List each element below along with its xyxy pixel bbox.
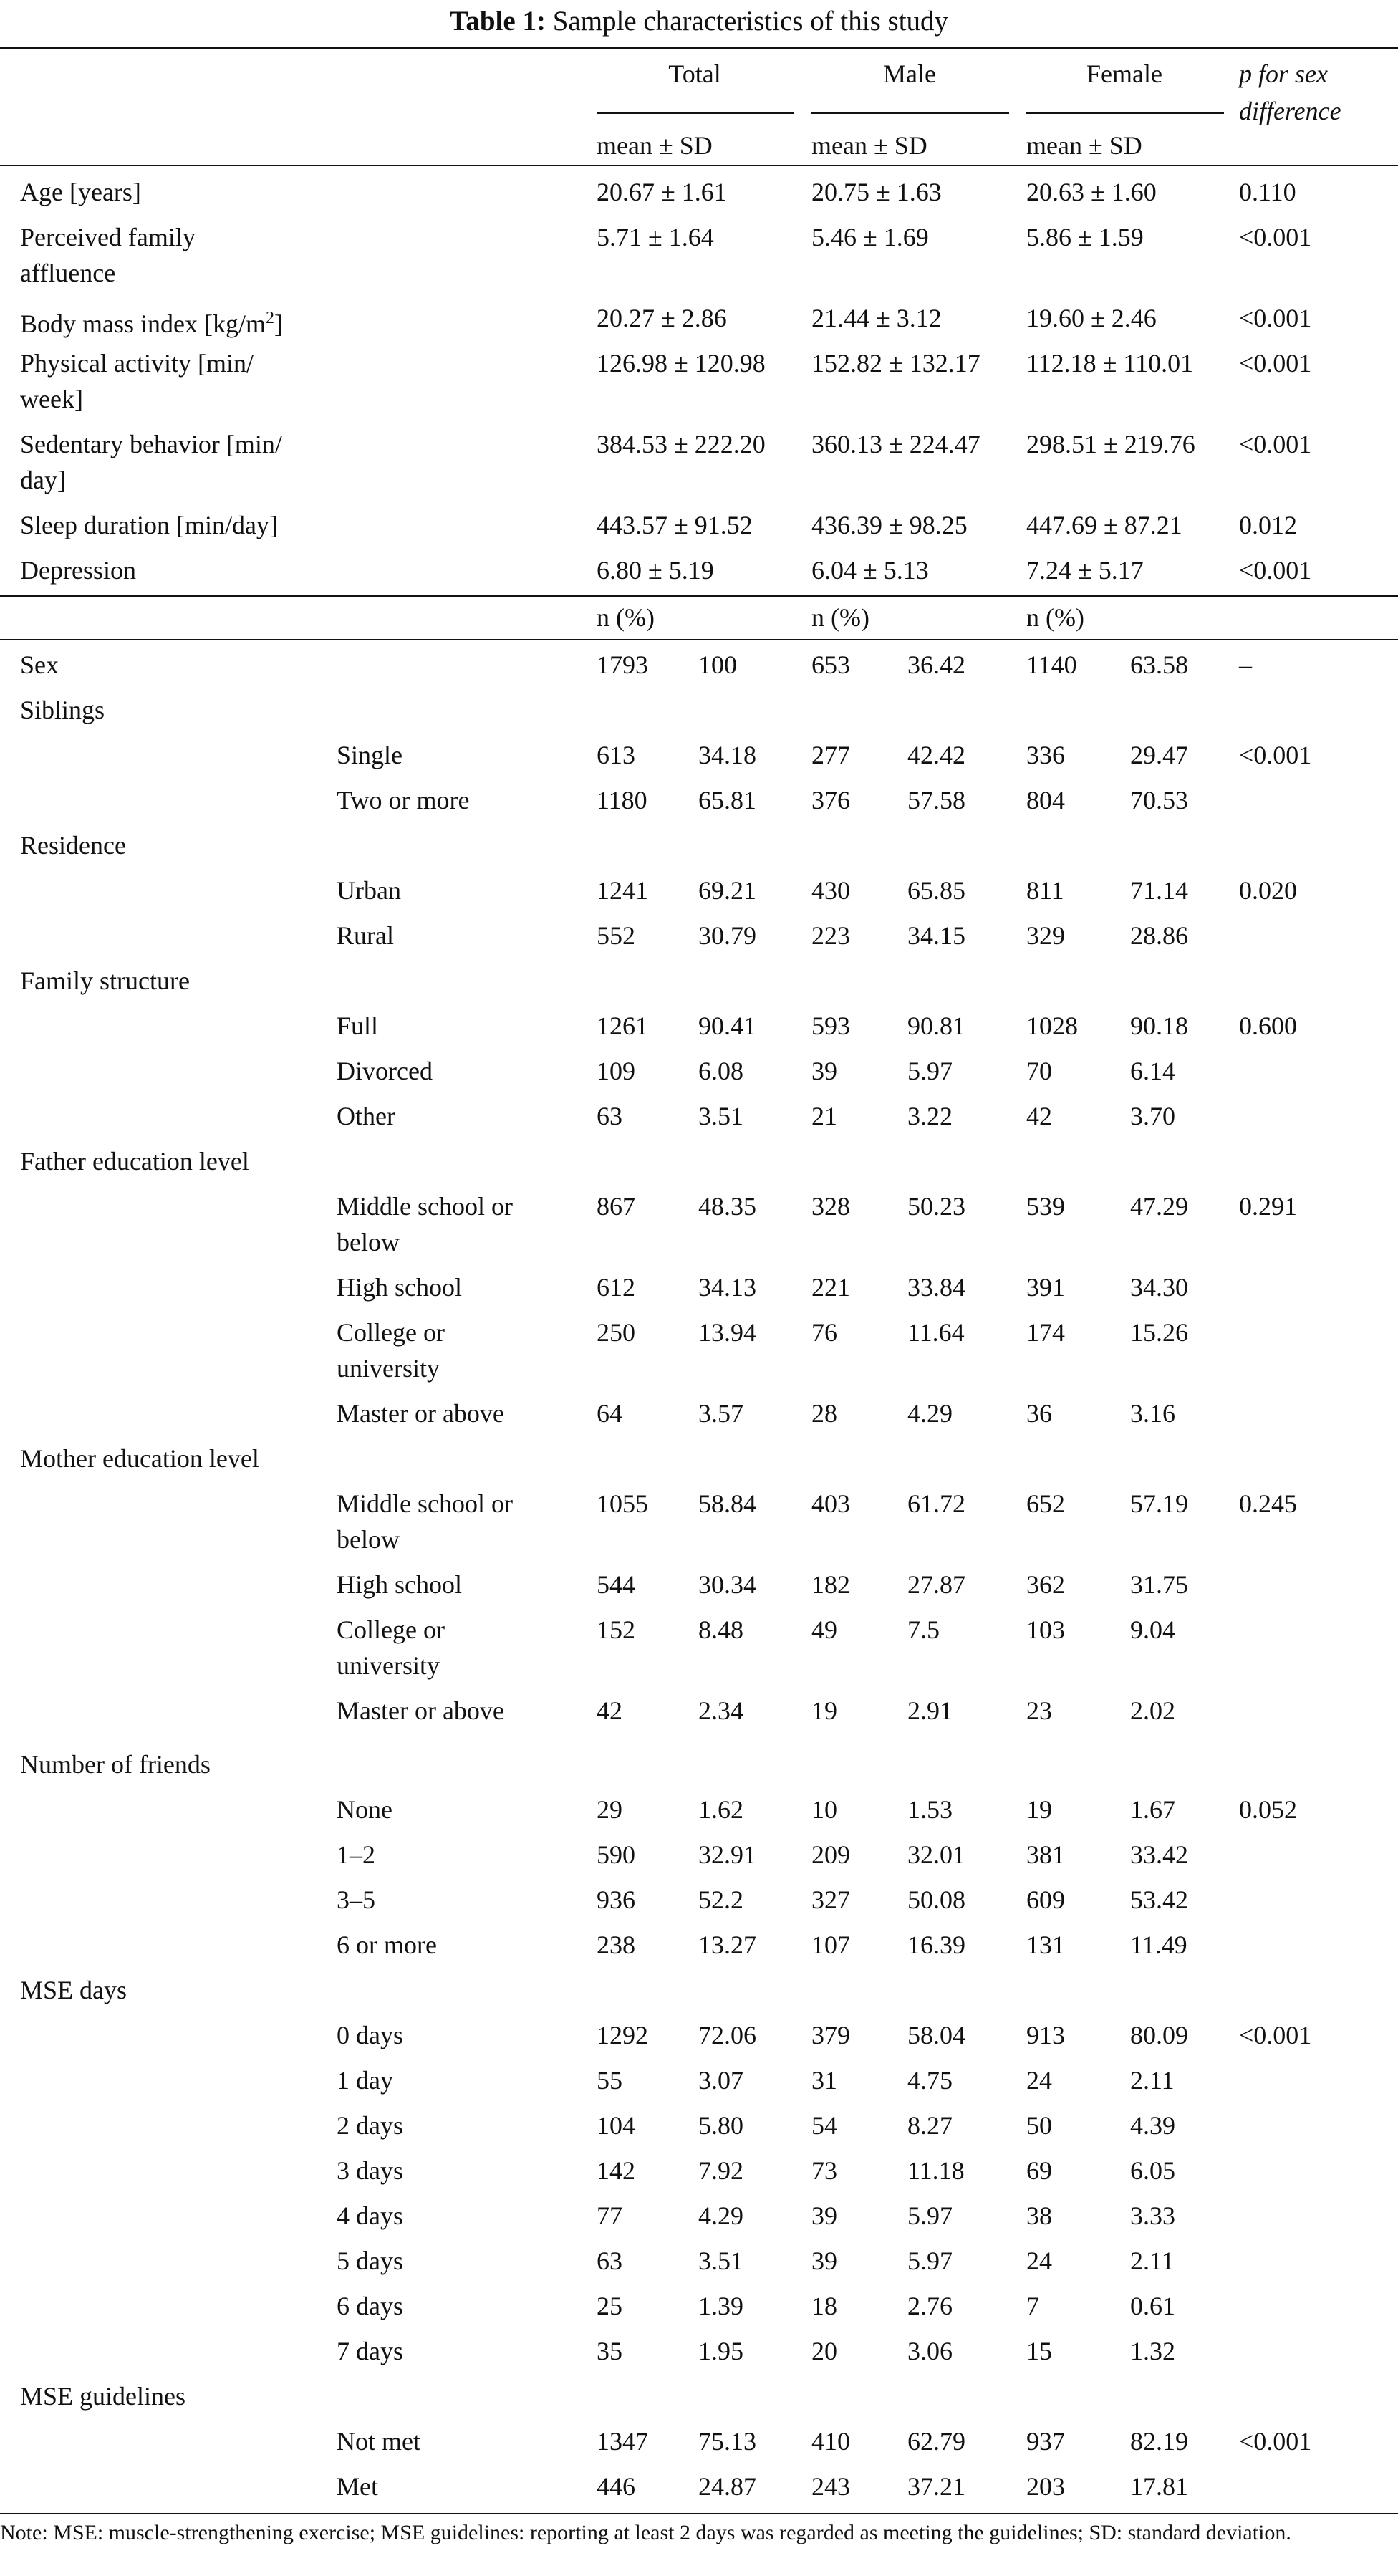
female-pct: 6.05 [1130, 2156, 1175, 2185]
male-pct: 37.21 [907, 2472, 965, 2501]
female-pct: 3.33 [1130, 2201, 1175, 2230]
top-rule [0, 47, 1398, 49]
total-pct: 48.35 [698, 1192, 756, 1221]
category-label: Rural [337, 921, 394, 950]
female-pct: 4.39 [1130, 2111, 1175, 2140]
male-value: 436.39 ± 98.25 [811, 511, 968, 539]
total-pct: 3.07 [698, 2066, 743, 2095]
female-pct: 53.42 [1130, 1885, 1188, 1914]
male-pct: 5.97 [907, 1057, 953, 1085]
female-pct: 0.61 [1130, 2292, 1175, 2320]
male-pct: 11.64 [907, 1318, 965, 1347]
total-pct: 34.18 [698, 741, 756, 769]
stat-label: mean ± SD [811, 131, 927, 160]
male-n: 107 [811, 1931, 850, 1959]
female-n: 609 [1026, 1885, 1065, 1914]
total-n: 1347 [597, 2427, 648, 2456]
female-value: 447.69 ± 87.21 [1026, 511, 1182, 539]
male-n: 28 [811, 1399, 837, 1428]
category-label: 5 days [337, 2246, 403, 2275]
category-label: university [337, 1651, 440, 1680]
female-n: 174 [1026, 1318, 1065, 1347]
male-pct: 57.58 [907, 786, 965, 814]
total-value: 20.27 ± 2.86 [597, 304, 727, 332]
p-value: <0.001 [1239, 223, 1312, 251]
female-n: 329 [1026, 921, 1065, 950]
female-n: 362 [1026, 1570, 1065, 1599]
total-value: 5.71 ± 1.64 [597, 223, 714, 251]
female-n: 24 [1026, 2066, 1052, 2095]
total-pct: 5.80 [698, 2111, 743, 2140]
female-n: 381 [1026, 1840, 1065, 1869]
total-pct: 1.95 [698, 2337, 743, 2365]
section-title: Residence [20, 831, 126, 860]
female-value: 7.24 ± 5.17 [1026, 556, 1144, 585]
section-title: Siblings [20, 696, 105, 724]
total-n: 613 [597, 741, 635, 769]
male-n: 182 [811, 1570, 850, 1599]
total-pct: 90.41 [698, 1011, 756, 1040]
male-value: 21.44 ± 3.12 [811, 304, 942, 332]
p-value: 0.052 [1239, 1795, 1297, 1824]
p-value: 0.110 [1239, 178, 1296, 206]
female-value: 298.51 ± 219.76 [1026, 430, 1195, 458]
female-pct: 3.70 [1130, 1102, 1175, 1130]
table-note: Note: MSE: muscle-strengthening exercise; MSE guidelines: reporting at least 2 days was regarded as meeting the guidelines; SD: standard deviation. [0, 2521, 1291, 2544]
total-pct: 3.57 [698, 1399, 743, 1428]
male-pct: 2.76 [907, 2292, 953, 2320]
total-pct: 1.39 [698, 2292, 743, 2320]
male-n: 277 [811, 741, 850, 769]
row-label: Depression [20, 556, 136, 585]
female-value: 20.63 ± 1.60 [1026, 178, 1157, 206]
male-pct: 42.42 [907, 741, 965, 769]
total-n: 544 [597, 1570, 635, 1599]
male-n: 327 [811, 1885, 850, 1914]
male-n: 410 [811, 2427, 850, 2456]
p-header-line2: difference [1239, 97, 1341, 125]
male-pct: 3.06 [907, 2337, 953, 2365]
count-label: n (%) [811, 603, 869, 632]
female-pct: 2.11 [1130, 2246, 1175, 2275]
p-header-line1: p for sex [1239, 59, 1328, 88]
male-pct: 36.42 [907, 650, 965, 679]
total-n: 64 [597, 1399, 622, 1428]
total-n: 29 [597, 1795, 622, 1824]
total-pct: 7.92 [698, 2156, 743, 2185]
female-value: 19.60 ± 2.46 [1026, 304, 1157, 332]
row-label: day] [20, 466, 66, 494]
row-label: affluence [20, 259, 116, 287]
female-value: 5.86 ± 1.59 [1026, 223, 1144, 251]
male-value: 360.13 ± 224.47 [811, 430, 980, 458]
male-n: 379 [811, 2021, 850, 2049]
male-n: 243 [811, 2472, 850, 2501]
total-pct: 24.87 [698, 2472, 756, 2501]
female-n: 19 [1026, 1795, 1052, 1824]
p-value: 0.245 [1239, 1489, 1297, 1518]
female-pct: 34.30 [1130, 1273, 1188, 1302]
category-label: 0 days [337, 2021, 403, 2049]
row-label: Sleep duration [min/day] [20, 511, 278, 539]
female-n: 811 [1026, 876, 1064, 905]
bottom-rule [0, 2513, 1398, 2514]
column-group-underline [1026, 112, 1224, 114]
row-label: Sedentary behavior [min/ [20, 430, 282, 458]
total-n: 590 [597, 1840, 635, 1869]
male-pct: 4.29 [907, 1399, 953, 1428]
p-value: – [1239, 650, 1252, 679]
section-rule [0, 595, 1398, 597]
category-label: Two or more [337, 786, 470, 814]
total-n: 446 [597, 2472, 635, 2501]
female-pct: 90.18 [1130, 1011, 1188, 1040]
p-value: <0.001 [1239, 2427, 1312, 2456]
male-pct: 50.23 [907, 1192, 965, 1221]
male-n: 54 [811, 2111, 837, 2140]
male-n: 403 [811, 1489, 850, 1518]
total-pct: 3.51 [698, 2246, 743, 2275]
category-label: below [337, 1228, 400, 1256]
p-value: <0.001 [1239, 741, 1312, 769]
section-title: MSE days [20, 1976, 127, 2004]
total-n: 1793 [597, 650, 648, 679]
total-value: 126.98 ± 120.98 [597, 349, 766, 378]
male-n: 430 [811, 876, 850, 905]
category-label: High school [337, 1570, 462, 1599]
male-pct: 32.01 [907, 1840, 965, 1869]
female-n: 7 [1026, 2292, 1039, 2320]
male-n: 653 [811, 650, 850, 679]
total-pct: 52.2 [698, 1885, 743, 1914]
section-title: Number of friends [20, 1750, 211, 1779]
stat-label: mean ± SD [1026, 131, 1142, 160]
total-pct: 4.29 [698, 2201, 743, 2230]
female-pct: 6.14 [1130, 1057, 1175, 1085]
total-n: 152 [597, 1615, 635, 1644]
male-value: 152.82 ± 132.17 [811, 349, 980, 378]
table-caption-label: Table 1: [449, 6, 546, 37]
category-label: Master or above [337, 1696, 504, 1725]
category-label: Full [337, 1011, 379, 1040]
category-label: Divorced [337, 1057, 433, 1085]
male-n: 223 [811, 921, 850, 950]
total-n: 25 [597, 2292, 622, 2320]
table-caption-text: Sample characteristics of this study [552, 6, 949, 37]
male-n: 18 [811, 2292, 837, 2320]
total-pct: 75.13 [698, 2427, 756, 2456]
total-n: 42 [597, 1696, 622, 1725]
row-label: Body mass index $[kg/m^2]$ [20, 309, 283, 338]
male-pct: 61.72 [907, 1489, 965, 1518]
total-pct: 32.91 [698, 1840, 756, 1869]
category-label: Master or above [337, 1399, 504, 1428]
female-n: 203 [1026, 2472, 1065, 2501]
category-label: 3–5 [337, 1885, 375, 1914]
total-pct: 34.13 [698, 1273, 756, 1302]
category-label: 1 day [337, 2066, 393, 2095]
female-pct: 2.11 [1130, 2066, 1175, 2095]
female-pct: 70.53 [1130, 786, 1188, 814]
count-label: n (%) [597, 603, 655, 632]
total-n: 612 [597, 1273, 635, 1302]
total-n: 142 [597, 2156, 635, 2185]
male-pct: 5.97 [907, 2201, 953, 2230]
female-pct: 2.02 [1130, 1696, 1175, 1725]
total-n: 63 [597, 1102, 622, 1130]
column-header-total: Total [668, 59, 721, 88]
section-title: Mother education level [20, 1444, 259, 1473]
male-pct: 58.04 [907, 2021, 965, 2049]
female-pct: 29.47 [1130, 741, 1188, 769]
female-n: 70 [1026, 1057, 1052, 1085]
male-n: 221 [811, 1273, 850, 1302]
total-value: 443.57 ± 91.52 [597, 511, 753, 539]
female-pct: 17.81 [1130, 2472, 1188, 2501]
total-n: 1261 [597, 1011, 648, 1040]
female-pct: 1.32 [1130, 2337, 1175, 2365]
total-pct: 72.06 [698, 2021, 756, 2049]
female-n: 937 [1026, 2427, 1065, 2456]
male-pct: 11.18 [907, 2156, 965, 2185]
category-label: Other [337, 1102, 395, 1130]
female-pct: 31.75 [1130, 1570, 1188, 1599]
column-header-female: Female [1086, 59, 1162, 88]
female-pct: 47.29 [1130, 1192, 1188, 1221]
column-header-male: Male [883, 59, 936, 88]
female-pct: 80.09 [1130, 2021, 1188, 2049]
category-label: College or [337, 1615, 445, 1644]
male-pct: 62.79 [907, 2427, 965, 2456]
header-rule [0, 165, 1398, 166]
male-pct: 27.87 [907, 1570, 965, 1599]
category-label: below [337, 1525, 400, 1554]
female-pct: 1.67 [1130, 1795, 1175, 1824]
female-pct: 15.26 [1130, 1318, 1188, 1347]
male-pct: 50.08 [907, 1885, 965, 1914]
category-label: None [337, 1795, 392, 1824]
male-n: 49 [811, 1615, 837, 1644]
total-value: 384.53 ± 222.20 [597, 430, 766, 458]
male-value: 6.04 ± 5.13 [811, 556, 929, 585]
female-n: 50 [1026, 2111, 1052, 2140]
male-pct: 4.75 [907, 2066, 953, 2095]
female-n: 336 [1026, 741, 1065, 769]
total-n: 936 [597, 1885, 635, 1914]
male-n: 73 [811, 2156, 837, 2185]
female-n: 103 [1026, 1615, 1065, 1644]
male-pct: 90.81 [907, 1011, 965, 1040]
female-pct: 63.58 [1130, 650, 1188, 679]
p-value: 0.291 [1239, 1192, 1297, 1221]
column-group-underline [811, 112, 1009, 114]
male-n: 209 [811, 1840, 850, 1869]
total-n: 35 [597, 2337, 622, 2365]
total-pct: 13.94 [698, 1318, 756, 1347]
male-pct: 1.53 [907, 1795, 953, 1824]
total-n: 77 [597, 2201, 622, 2230]
p-value: <0.001 [1239, 556, 1312, 585]
section-title: MSE guidelines [20, 2382, 185, 2411]
male-n: 10 [811, 1795, 837, 1824]
total-n: 552 [597, 921, 635, 950]
male-n: 39 [811, 1057, 837, 1085]
sex-label: Sex [20, 650, 59, 679]
count-label: n (%) [1026, 603, 1084, 632]
male-pct: 7.5 [907, 1615, 940, 1644]
female-pct: 9.04 [1130, 1615, 1175, 1644]
total-value: 20.67 ± 1.61 [597, 178, 727, 206]
stat-label: mean ± SD [597, 131, 713, 160]
female-pct: 71.14 [1130, 876, 1188, 905]
category-label: 4 days [337, 2201, 403, 2230]
p-value: 0.012 [1239, 511, 1297, 539]
total-pct: 2.34 [698, 1696, 743, 1725]
section-title: Family structure [20, 966, 190, 995]
category-label: College or [337, 1318, 445, 1347]
female-n: 36 [1026, 1399, 1052, 1428]
total-pct: 69.21 [698, 876, 756, 905]
category-label: Middle school or [337, 1192, 513, 1221]
female-n: 539 [1026, 1192, 1065, 1221]
p-value: <0.001 [1239, 304, 1312, 332]
female-n: 24 [1026, 2246, 1052, 2275]
male-pct: 34.15 [907, 921, 965, 950]
category-label: Met [337, 2472, 378, 2501]
category-label: 1–2 [337, 1840, 375, 1869]
total-pct: 6.08 [698, 1057, 743, 1085]
total-pct: 30.79 [698, 921, 756, 950]
male-n: 31 [811, 2066, 837, 2095]
female-n: 23 [1026, 1696, 1052, 1725]
total-value: 6.80 ± 5.19 [597, 556, 714, 585]
female-n: 42 [1026, 1102, 1052, 1130]
row-label: week] [20, 385, 83, 413]
category-label: Urban [337, 876, 401, 905]
female-n: 1140 [1026, 650, 1077, 679]
category-label: 6 or more [337, 1931, 437, 1959]
male-n: 39 [811, 2246, 837, 2275]
category-label: 3 days [337, 2156, 403, 2185]
total-n: 250 [597, 1318, 635, 1347]
female-n: 69 [1026, 2156, 1052, 2185]
total-pct: 100 [698, 650, 737, 679]
total-n: 55 [597, 2066, 622, 2095]
male-pct: 65.85 [907, 876, 965, 905]
p-value: 0.600 [1239, 1011, 1297, 1040]
male-n: 593 [811, 1011, 850, 1040]
total-pct: 8.48 [698, 1615, 743, 1644]
category-label: Middle school or [337, 1489, 513, 1518]
total-n: 1180 [597, 786, 647, 814]
category-label: university [337, 1354, 440, 1383]
total-pct: 13.27 [698, 1931, 756, 1959]
p-value: <0.001 [1239, 2021, 1312, 2049]
category-label: Not met [337, 2427, 420, 2456]
female-value: 112.18 ± 110.01 [1026, 349, 1194, 378]
female-pct: 3.16 [1130, 1399, 1175, 1428]
table-caption [0, 0, 1398, 43]
male-n: 328 [811, 1192, 850, 1221]
total-n: 63 [597, 2246, 622, 2275]
total-pct: 1.62 [698, 1795, 743, 1824]
male-value: 20.75 ± 1.63 [811, 178, 942, 206]
male-n: 19 [811, 1696, 837, 1725]
female-n: 38 [1026, 2201, 1052, 2230]
section-title: Father education level [20, 1147, 249, 1176]
female-n: 913 [1026, 2021, 1065, 2049]
male-n: 376 [811, 786, 850, 814]
total-n: 1241 [597, 876, 648, 905]
male-pct: 8.27 [907, 2111, 953, 2140]
total-pct: 3.51 [698, 1102, 743, 1130]
category-label: Single [337, 741, 403, 769]
total-pct: 58.84 [698, 1489, 756, 1518]
female-n: 804 [1026, 786, 1065, 814]
male-pct: 5.97 [907, 2246, 953, 2275]
male-n: 20 [811, 2337, 837, 2365]
row-label: Age [years] [20, 178, 141, 206]
female-pct: 28.86 [1130, 921, 1188, 950]
total-n: 867 [597, 1192, 635, 1221]
male-pct: 3.22 [907, 1102, 953, 1130]
p-value: <0.001 [1239, 430, 1312, 458]
total-pct: 30.34 [698, 1570, 756, 1599]
p-value: <0.001 [1239, 349, 1312, 378]
column-group-underline [597, 112, 794, 114]
female-pct: 57.19 [1130, 1489, 1188, 1518]
male-pct: 2.91 [907, 1696, 953, 1725]
female-n: 1028 [1026, 1011, 1078, 1040]
female-pct: 11.49 [1130, 1931, 1187, 1959]
total-n: 104 [597, 2111, 635, 2140]
male-n: 39 [811, 2201, 837, 2230]
female-pct: 33.42 [1130, 1840, 1188, 1869]
row-label: Perceived family [20, 223, 196, 251]
total-n: 238 [597, 1931, 635, 1959]
category-label: 6 days [337, 2292, 403, 2320]
female-n: 131 [1026, 1931, 1065, 1959]
row-label: Physical activity [min/ [20, 349, 254, 378]
female-n: 652 [1026, 1489, 1065, 1518]
category-label: High school [337, 1273, 462, 1302]
male-pct: 33.84 [907, 1273, 965, 1302]
female-n: 391 [1026, 1273, 1065, 1302]
total-n: 109 [597, 1057, 635, 1085]
female-pct: 82.19 [1130, 2427, 1188, 2456]
category-label: 2 days [337, 2111, 403, 2140]
male-value: 5.46 ± 1.69 [811, 223, 929, 251]
female-n: 15 [1026, 2337, 1052, 2365]
category-label: 7 days [337, 2337, 403, 2365]
male-n: 76 [811, 1318, 837, 1347]
male-pct: 16.39 [907, 1931, 965, 1959]
male-n: 21 [811, 1102, 837, 1130]
total-n: 1055 [597, 1489, 648, 1518]
p-value: 0.020 [1239, 876, 1297, 905]
count-header-rule [0, 639, 1398, 640]
total-pct: 65.81 [698, 786, 756, 814]
total-n: 1292 [597, 2021, 648, 2049]
